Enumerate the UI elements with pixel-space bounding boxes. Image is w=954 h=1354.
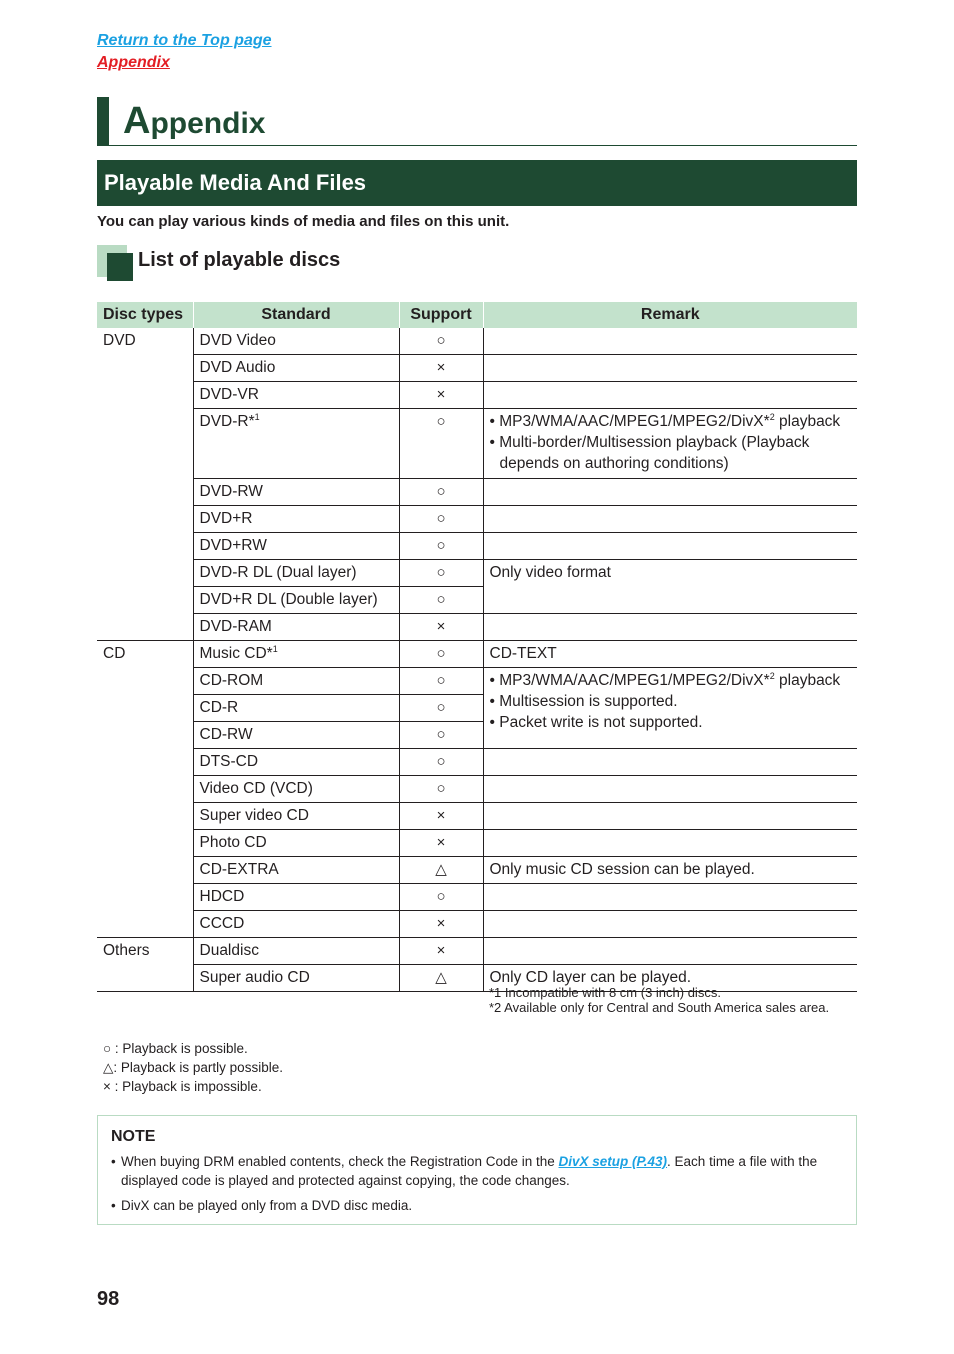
table-row bbox=[97, 533, 857, 560]
table-row bbox=[97, 355, 857, 382]
remark-item: • Multisession is supported. bbox=[489, 693, 678, 710]
support-cell: ○ bbox=[399, 749, 483, 776]
subsection-heading bbox=[97, 245, 497, 281]
intro-text: You can play various kinds of media and files on this unit. bbox=[97, 213, 510, 230]
standard-cell bbox=[193, 409, 399, 479]
title-rest: ppendix bbox=[150, 107, 266, 140]
disc-type-cell: CD bbox=[97, 641, 193, 938]
standard-cell: Video CD (VCD) bbox=[193, 776, 399, 803]
remark-cell bbox=[483, 506, 857, 533]
page-title bbox=[97, 97, 857, 146]
table-row bbox=[97, 409, 857, 479]
table-row bbox=[97, 803, 857, 830]
support-cell: × bbox=[399, 355, 483, 382]
legend-impossible: × : Playback is impossible. bbox=[103, 1079, 262, 1094]
standard-cell: DVD+RW bbox=[193, 533, 399, 560]
support-cell: ○ bbox=[399, 533, 483, 560]
footnote-ref: 1 bbox=[254, 411, 260, 422]
col-header-disc-types: Disc types bbox=[97, 302, 193, 328]
note-item bbox=[111, 1152, 846, 1190]
support-cell: △ bbox=[399, 965, 483, 992]
remark-cell bbox=[483, 409, 857, 479]
appendix-link[interactable]: Appendix bbox=[97, 54, 170, 71]
remark-list bbox=[490, 670, 852, 733]
standard-cell: DVD Audio bbox=[193, 355, 399, 382]
standard-cell: DVD-RW bbox=[193, 479, 399, 506]
table-row bbox=[97, 479, 857, 506]
table-row bbox=[97, 614, 857, 641]
standard-cell: CD-EXTRA bbox=[193, 857, 399, 884]
disc-type-cell: DVD bbox=[97, 328, 193, 641]
remark-cell bbox=[483, 614, 857, 641]
footnote-1: *1 Incompatible with 8 cm (3 inch) discs. bbox=[489, 985, 721, 1000]
remark-cell bbox=[483, 776, 857, 803]
support-cell: × bbox=[399, 614, 483, 641]
support-cell: ○ bbox=[399, 695, 483, 722]
footnote-ref: 2 bbox=[769, 670, 775, 681]
standard-cell: CD-ROM bbox=[193, 668, 399, 695]
support-cell: × bbox=[399, 911, 483, 938]
standard-cell: DVD-RAM bbox=[193, 614, 399, 641]
standard-cell: Super video CD bbox=[193, 803, 399, 830]
table-row bbox=[97, 830, 857, 857]
standard-cell bbox=[193, 641, 399, 668]
support-cell: ○ bbox=[399, 641, 483, 668]
col-header-standard: Standard bbox=[193, 302, 399, 328]
remark-text: MP3/WMA/AAC/MPEG1/MPEG2/DivX* bbox=[499, 672, 770, 689]
support-cell: × bbox=[399, 938, 483, 965]
support-cell: ○ bbox=[399, 409, 483, 479]
standard-cell: DTS-CD bbox=[193, 749, 399, 776]
note-item-text: DivX can be played only from a DVD disc media. bbox=[121, 1198, 413, 1213]
subsection-title: List of playable discs bbox=[138, 249, 341, 271]
table-row bbox=[97, 641, 857, 668]
table-row bbox=[97, 382, 857, 409]
legend-partly: △: Playback is partly possible. bbox=[103, 1060, 283, 1075]
remark-text: Multi-border/Multisession playback (Playback depends on authoring conditions) bbox=[499, 434, 810, 472]
table-row bbox=[97, 938, 857, 965]
remark-item: • MP3/WMA/AAC/MPEG1/MPEG2/DivX*$^2$ playback bbox=[489, 411, 841, 430]
support-cell: ○ bbox=[399, 328, 483, 355]
remark-list bbox=[490, 411, 852, 474]
remark-text: Multisession is supported. bbox=[499, 693, 678, 710]
section-title: Playable Media And Files bbox=[104, 170, 367, 195]
note-box bbox=[97, 1115, 857, 1225]
table-row bbox=[97, 749, 857, 776]
table-row bbox=[97, 911, 857, 938]
footnote-ref: 1 bbox=[272, 643, 278, 654]
remark-cell bbox=[483, 749, 857, 776]
standard-text: Music CD* bbox=[199, 645, 273, 662]
remark-cell bbox=[483, 830, 857, 857]
remark-cell bbox=[483, 884, 857, 911]
support-cell: ○ bbox=[399, 479, 483, 506]
remark-text: MP3/WMA/AAC/MPEG1/MPEG2/DivX* bbox=[499, 413, 770, 430]
remark-cell bbox=[483, 911, 857, 938]
standard-cell: DVD-VR bbox=[193, 382, 399, 409]
remark-tail: playback bbox=[774, 413, 841, 430]
col-header-support: Support bbox=[399, 302, 483, 328]
page-number: 98 bbox=[97, 1288, 120, 1310]
table-row bbox=[97, 668, 857, 695]
support-cell: △ bbox=[399, 857, 483, 884]
footnote-2: *2 Available only for Central and South America sales area. bbox=[489, 1000, 830, 1015]
table-row bbox=[97, 328, 857, 355]
title-first-letter: A bbox=[123, 100, 151, 142]
remark-tail: playback bbox=[774, 672, 841, 689]
support-cell: × bbox=[399, 830, 483, 857]
legend-possible: ○ : Playback is possible. bbox=[103, 1041, 248, 1056]
standard-cell: CD-R bbox=[193, 695, 399, 722]
support-cell: × bbox=[399, 382, 483, 409]
table-footnotes bbox=[489, 985, 849, 1015]
note-text-after: . Each time a file with the displayed code is played and protected against copying, the code changes. bbox=[121, 1154, 818, 1188]
bullet: • bbox=[111, 1154, 116, 1169]
page-title-text bbox=[123, 97, 265, 145]
return-to-top-link[interactable]: Return to the Top page bbox=[97, 32, 272, 49]
remark-cell bbox=[483, 668, 857, 749]
footnote-ref: 2 bbox=[769, 411, 775, 422]
standard-cell: Dualdisc bbox=[193, 938, 399, 965]
remark-cell bbox=[483, 938, 857, 965]
table-header-row bbox=[97, 302, 857, 328]
section-banner bbox=[97, 160, 857, 206]
support-cell: ○ bbox=[399, 776, 483, 803]
support-cell: ○ bbox=[399, 884, 483, 911]
remark-cell bbox=[483, 355, 857, 382]
remark-item: • Packet write is not supported. bbox=[489, 714, 703, 731]
standard-cell: DVD-R DL (Dual layer) bbox=[193, 560, 399, 587]
col-header-remark: Remark bbox=[483, 302, 857, 328]
remark-cell bbox=[483, 479, 857, 506]
standard-cell: Super audio CD bbox=[193, 965, 399, 992]
standard-cell: CD-RW bbox=[193, 722, 399, 749]
support-cell: ○ bbox=[399, 506, 483, 533]
standard-cell: DVD+R bbox=[193, 506, 399, 533]
support-cell: × bbox=[399, 803, 483, 830]
support-cell: ○ bbox=[399, 668, 483, 695]
remark-cell bbox=[483, 533, 857, 560]
remark-cell: Only video format bbox=[483, 560, 857, 614]
table-row bbox=[97, 560, 857, 587]
note-title: NOTE bbox=[111, 1128, 156, 1145]
table-row bbox=[97, 884, 857, 911]
standard-text: DVD-R* bbox=[199, 413, 255, 430]
disc-type-cell: Others bbox=[97, 938, 193, 992]
support-cell: ○ bbox=[399, 587, 483, 614]
remark-item: • Multi-border/Multisession playback (Playback depends on authoring conditions) bbox=[489, 434, 810, 472]
support-cell: ○ bbox=[399, 722, 483, 749]
divx-setup-link[interactable]: DivX setup (P.43) bbox=[558, 1154, 668, 1169]
standard-cell: Photo CD bbox=[193, 830, 399, 857]
table-row bbox=[97, 857, 857, 884]
remark-cell: Only CD layer can be played. bbox=[483, 965, 857, 992]
heading-square-dark bbox=[107, 253, 133, 281]
note-item-text bbox=[111, 1152, 846, 1190]
remark-cell bbox=[483, 803, 857, 830]
standard-cell: HDCD bbox=[193, 884, 399, 911]
note-item bbox=[111, 1196, 846, 1215]
symbol-legend bbox=[103, 1039, 283, 1096]
remark-cell: Only music CD session can be played. bbox=[483, 857, 857, 884]
standard-cell: DVD Video bbox=[193, 328, 399, 355]
remark-cell bbox=[483, 328, 857, 355]
standard-cell: DVD+R DL (Double layer) bbox=[193, 587, 399, 614]
table-row bbox=[97, 776, 857, 803]
remark-cell: CD-TEXT bbox=[483, 641, 857, 668]
standard-cell: CCCD bbox=[193, 911, 399, 938]
note-text-before: When buying DRM enabled contents, check the Registration Code in the bbox=[121, 1154, 559, 1169]
disc-table bbox=[97, 302, 857, 992]
support-cell: ○ bbox=[399, 560, 483, 587]
title-accent-bar bbox=[97, 97, 109, 145]
remark-cell bbox=[483, 382, 857, 409]
table-row bbox=[97, 506, 857, 533]
remark-item: • MP3/WMA/AAC/MPEG1/MPEG2/DivX*$^2$ playback bbox=[489, 670, 841, 689]
remark-text: Packet write is not supported. bbox=[499, 714, 703, 731]
bullet: • bbox=[111, 1198, 116, 1213]
